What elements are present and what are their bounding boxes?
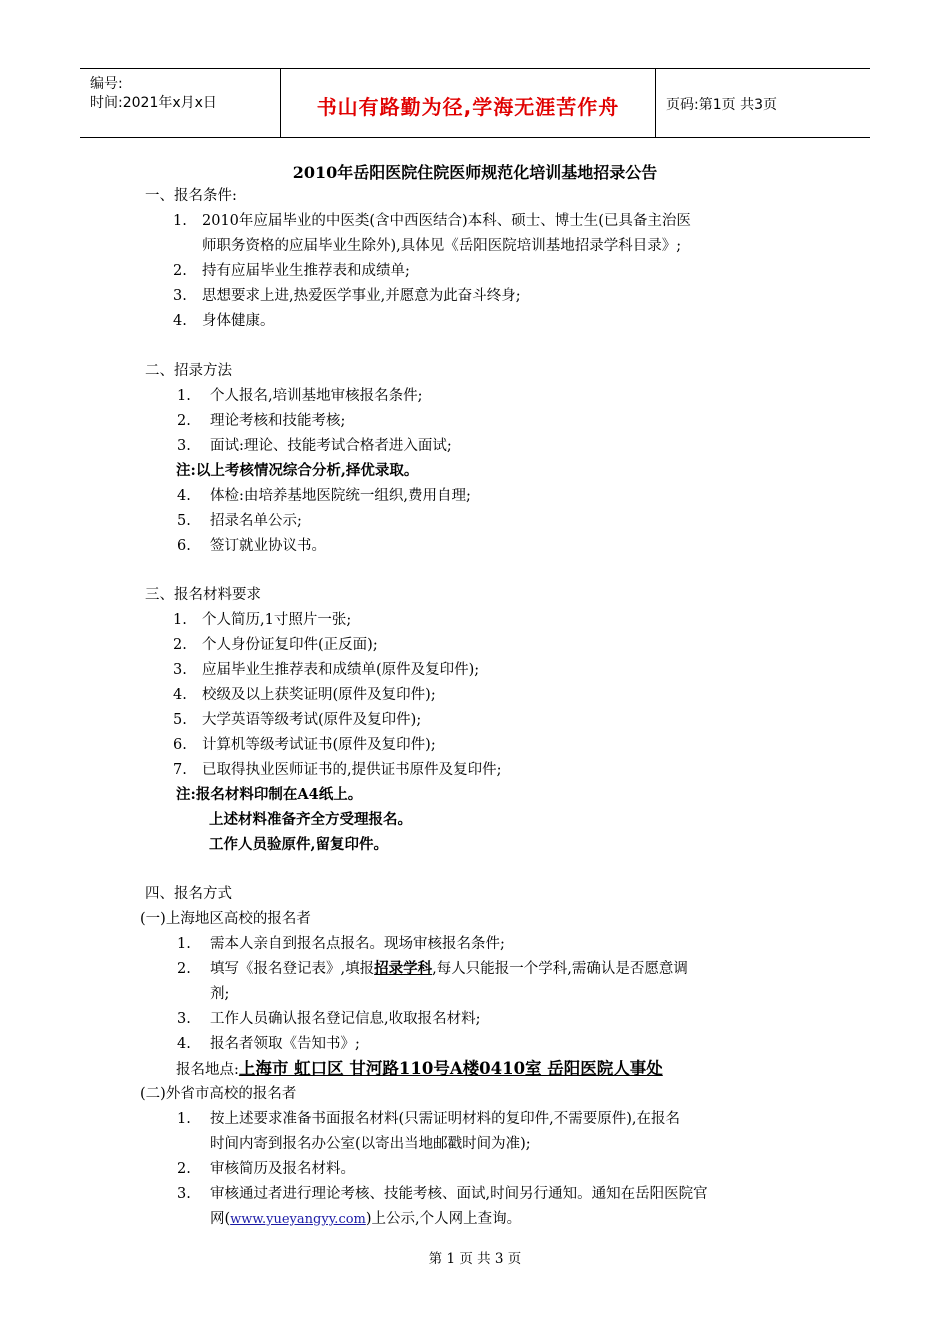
list-number: 6.	[177, 538, 191, 554]
list-item: 报名者领取《告知书》;	[210, 1036, 360, 1052]
list-item: 个人报名,培训基地审核报名条件;	[210, 388, 423, 404]
list-item: 理论考核和技能考核;	[210, 413, 346, 429]
list-number: 6.	[173, 737, 187, 753]
list-item: 校级及以上获奖证明(原件及复印件);	[202, 687, 436, 703]
header-motto-cell	[281, 69, 656, 137]
list-item-text: ,每人只能报一个学科,需确认是否愿意调	[432, 961, 688, 977]
section2-note: 注:以上考核情况综合分析,择优录取。	[176, 462, 419, 479]
subsection-heading: (一)上海地区高校的报名者	[140, 911, 311, 927]
list-number: 4.	[173, 313, 187, 329]
location-address: 上海市 虹口区 甘河路110号A楼0410室 岳阳医院人事处	[238, 1059, 663, 1078]
list-number: 1.	[177, 1111, 191, 1127]
page-header	[80, 68, 870, 138]
list-item-text: 网(	[210, 1211, 231, 1227]
list-item: 需本人亲自到报名点报名。现场审核报名条件;	[210, 936, 505, 952]
section2-heading: 二、招录方法	[145, 363, 232, 379]
section3-note: 工作人员验原件,留复印件。	[209, 836, 389, 853]
list-item: 签订就业协议书。	[210, 538, 326, 554]
list-item-continued	[210, 1209, 521, 1230]
list-item-text: 填写《报名登记表》,填报	[210, 961, 375, 977]
list-item-text: )上公示,个人网上查询。	[365, 1211, 522, 1227]
section3-heading: 三、报名材料要求	[145, 587, 261, 603]
document-title: 2010年岳阳医院住院医师规范化培训基地招录公告	[292, 163, 658, 182]
list-number: 5.	[177, 513, 191, 529]
list-item: 按上述要求准备书面报名材料(只需证明材料的复印件,不需要原件),在报名	[210, 1111, 681, 1127]
section3-note: 注:报名材料印制在A4纸上。	[176, 786, 363, 803]
list-number: 1.	[173, 612, 187, 628]
list-item: 个人身份证复印件(正反面);	[202, 637, 378, 653]
motto: 书山有路勤为径,学海无涯苦作舟	[316, 95, 620, 119]
location-label: 报名地点:	[176, 1062, 239, 1078]
list-item: 计算机等级考试证书(原件及复印件);	[202, 737, 436, 753]
list-item: 2010年应届毕业的中医类(含中西医结合)本科、硕士、博士生(已具备主治医	[202, 213, 691, 229]
list-item-continued: 剂;	[210, 986, 230, 1002]
section3-note: 上述材料准备齐全方受理报名。	[209, 811, 412, 828]
list-number: 3.	[177, 1011, 191, 1027]
subsection-heading: (二)外省市高校的报名者	[140, 1086, 297, 1102]
time-label: 时间:2021年x月x日	[90, 95, 217, 111]
section1-heading: 一、报名条件:	[145, 188, 237, 204]
list-number: 4.	[177, 1036, 191, 1052]
list-number: 1.	[173, 213, 187, 229]
list-item: 持有应届毕业生推荐表和成绩单;	[202, 263, 410, 279]
list-item-continued: 时间内寄到报名办公室(以寄出当地邮戳时间为准);	[210, 1136, 531, 1152]
list-item: 工作人员确认报名登记信息,收取报名材料;	[210, 1011, 481, 1027]
header-info-cell	[80, 69, 281, 137]
list-number: 3.	[173, 288, 187, 304]
list-number: 3.	[177, 438, 191, 454]
list-item: 个人简历,1寸照片一张;	[202, 612, 352, 628]
list-number: 2.	[177, 961, 191, 977]
list-item: 招录名单公示;	[210, 513, 302, 529]
list-item: 体检:由培养基地医院统一组织,费用自理;	[210, 488, 471, 504]
list-number: 1.	[177, 936, 191, 952]
list-number: 2.	[173, 263, 187, 279]
list-item	[210, 959, 688, 979]
emphasized-term: 招录学科	[374, 960, 433, 977]
list-item: 思想要求上进,热爱医学事业,并愿意为此奋斗终身;	[202, 288, 521, 304]
list-item: 身体健康。	[202, 313, 275, 329]
list-item: 应届毕业生推荐表和成绩单(原件及复印件);	[202, 662, 480, 678]
list-number: 3.	[173, 662, 187, 678]
location-line	[176, 1059, 663, 1080]
list-number: 2.	[177, 1161, 191, 1177]
list-item: 审核简历及报名材料。	[210, 1161, 355, 1177]
list-number: 2.	[177, 413, 191, 429]
list-number: 4.	[177, 488, 191, 504]
website-link[interactable]: www.yueyangyy.com	[230, 1212, 366, 1227]
list-number: 1.	[177, 388, 191, 404]
list-number: 3.	[177, 1186, 191, 1202]
page-footer: 第 1 页 共 3 页	[428, 1251, 522, 1267]
list-item: 已取得执业医师证书的,提供证书原件及复印件;	[202, 762, 502, 778]
list-number: 4.	[173, 687, 187, 703]
section4-heading: 四、报名方式	[145, 886, 232, 902]
header-page-cell	[656, 69, 870, 137]
list-item: 审核通过者进行理论考核、技能考核、面试,时间另行通知。通知在岳阳医院官	[210, 1186, 708, 1202]
list-item: 大学英语等级考试(原件及复印件);	[202, 712, 422, 728]
list-number: 7.	[173, 762, 187, 778]
code-label: 编号:	[90, 76, 123, 92]
page-number: 页码:第1页 共3页	[666, 97, 777, 113]
list-number: 5.	[173, 712, 187, 728]
list-number: 2.	[173, 637, 187, 653]
list-item: 面试:理论、技能考试合格者进入面试;	[210, 438, 452, 454]
list-item-continued: 师职务资格的应届毕业生除外),具体见《岳阳医院培训基地招录学科目录》;	[202, 238, 682, 254]
